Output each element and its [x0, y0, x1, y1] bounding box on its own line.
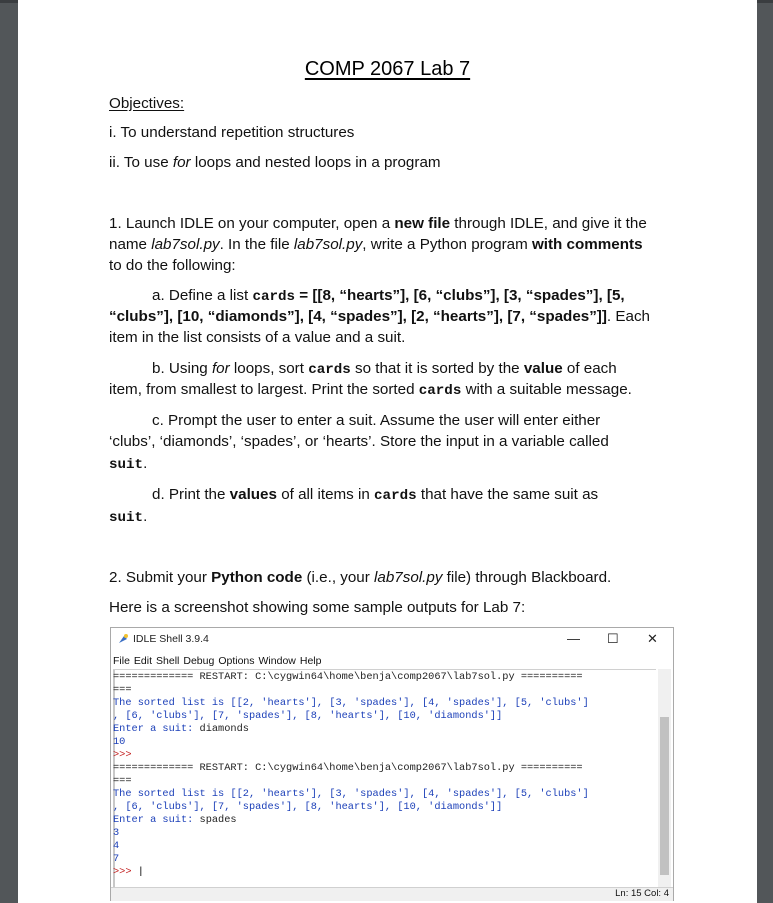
- scrollbar-thumb[interactable]: [660, 717, 669, 875]
- qd-line2: suit.: [109, 508, 148, 526]
- shell-line: Enter a suit: spades: [113, 814, 237, 826]
- shell-output[interactable]: [113, 669, 656, 888]
- menu-options[interactable]: Options: [218, 655, 255, 667]
- q1-line2: name lab7sol.py. In the file lab7sol.py, write a Python program with comments: [109, 236, 643, 253]
- q1-line3: to do the following:: [109, 257, 236, 274]
- q2-line2: Here is a screenshot showing some sample outputs for Lab 7:: [109, 599, 526, 616]
- shell-line: ===: [113, 684, 132, 696]
- idle-statusbar: [111, 887, 673, 901]
- idle-app-icon: [117, 633, 129, 645]
- shell-prompt: >>>: [113, 749, 132, 761]
- menu-debug[interactable]: Debug: [183, 655, 215, 667]
- qd-line1: d. Print the values of all items in cards that have the same suit as: [152, 486, 599, 504]
- shell-line: , [6, 'clubs'], [7, 'spades'], [8, 'hearts'], [10, 'diamonds']]: [113, 801, 503, 813]
- shell-line: 10: [113, 736, 126, 748]
- minimize-button[interactable]: —: [567, 631, 580, 646]
- objective-2: ii. To use for loops and nested loops in a program: [109, 154, 441, 171]
- qb-line1: b. Using for loops, sort cards so that it is sorted by the value of each: [152, 360, 617, 378]
- shell-line: The sorted list is [[2, 'hearts'], [3, 'spades'], [4, 'spades'], [5, 'clubs']: [113, 697, 589, 709]
- maximize-button[interactable]: ☐: [607, 631, 619, 646]
- page-title: COMP 2067 Lab 7: [304, 58, 471, 80]
- idle-titlebar: [111, 628, 673, 652]
- qa-line1: a. Define a list cards = [[8, “hearts”], [6, “clubs”], [3, “spades”], [5,: [152, 287, 625, 305]
- qc-line3: suit.: [109, 455, 148, 473]
- qb-line2: item, from smallest to largest. Print the sorted cards with a suitable message.: [109, 381, 632, 399]
- idle-menubar: [113, 655, 325, 667]
- menu-shell[interactable]: Shell: [156, 655, 180, 667]
- close-button[interactable]: ✕: [647, 631, 658, 646]
- shell-prompt: >>> |: [113, 866, 144, 878]
- qc-line2: ‘clubs’, ‘diamonds’, ‘spades’, or ‘hearts’. Store the input in a variable called: [109, 433, 609, 450]
- shell-line: ============= RESTART: C:\cygwin64\home\benja\comp2067\lab7sol.py ==========: [113, 671, 583, 683]
- shell-line: The sorted list is [[2, 'hearts'], [3, 'spades'], [4, 'spades'], [5, 'clubs']: [113, 788, 589, 800]
- shell-line: Enter a suit: diamonds: [113, 723, 249, 735]
- shell-line: 3: [113, 827, 120, 839]
- q1-line1: 1. Launch IDLE on your computer, open a new file through IDLE, and give it the: [109, 215, 647, 232]
- menu-help[interactable]: Help: [299, 655, 322, 667]
- objective-1: i. To understand repetition structures: [109, 124, 355, 141]
- menu-edit[interactable]: Edit: [133, 655, 153, 667]
- shell-line: , [6, 'clubs'], [7, 'spades'], [8, 'hearts'], [10, 'diamonds']]: [113, 710, 503, 722]
- shell-line: 7: [113, 853, 120, 865]
- menu-file[interactable]: File: [113, 655, 130, 667]
- shell-scrollbar[interactable]: [658, 669, 671, 887]
- objectives-heading: Objectives:: [109, 95, 185, 112]
- qc-line1: c. Prompt the user to enter a suit. Assume the user will enter either: [152, 412, 601, 429]
- shell-line: 4: [113, 840, 120, 852]
- qa-line3: item in the list consists of a value and a suit.: [109, 329, 406, 346]
- cursor-position: Ln: 15 Col: 4: [615, 888, 669, 899]
- shell-line: ============= RESTART: C:\cygwin64\home\benja\comp2067\lab7sol.py ==========: [113, 762, 583, 774]
- shell-line: ===: [113, 775, 132, 787]
- idle-window-title: IDLE Shell 3.9.4: [133, 633, 209, 645]
- qa-line2: “clubs”], [10, “diamonds”], [4, “spades”], [2, “hearts”], [7, “spades”]]. Each: [109, 308, 650, 325]
- idle-shell-screenshot: [110, 627, 674, 901]
- q2-line1: 2. Submit your Python code (i.e., your lab7sol.py file) through Blackboard.: [109, 569, 612, 586]
- menu-window[interactable]: Window: [258, 655, 296, 667]
